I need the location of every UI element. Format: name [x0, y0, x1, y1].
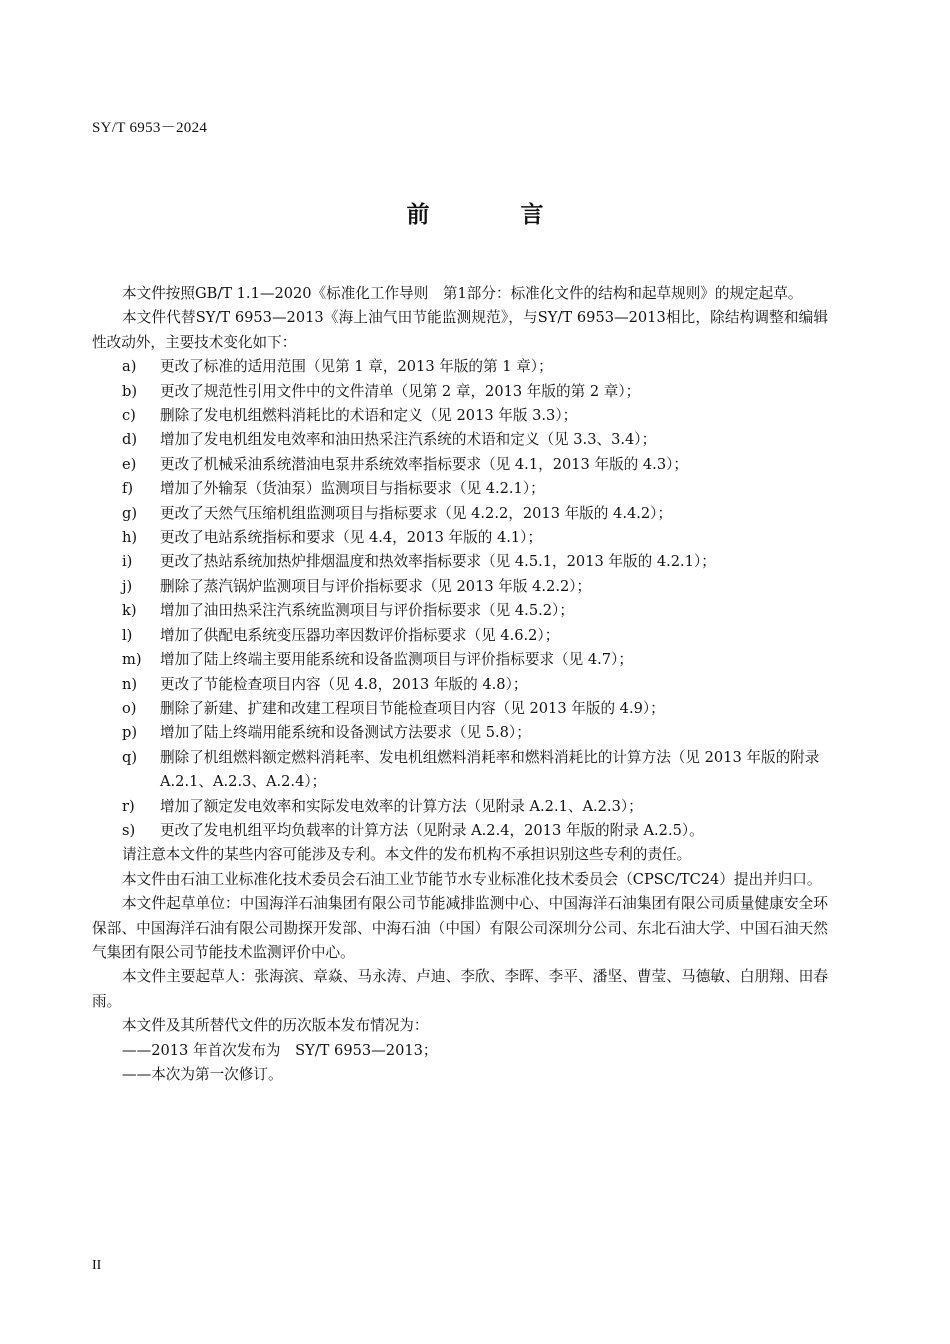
item-marker: b)	[122, 382, 138, 400]
title-text: 前 言	[406, 202, 578, 228]
foreword-body	[92, 282, 828, 1087]
item-marker: n)	[122, 675, 138, 693]
list-item	[92, 380, 828, 404]
drafters-paragraph: 本文件主要起草人：张海滨、章焱、马永涛、卢迪、李欣、李晖、李平、潘坚、曹莹、马德敏、白朋翔、田春雨。	[92, 968, 828, 1010]
item-text: 更改了天然气压缩机组监测项目与指标要求（见 4.2.2，2013 年版的 4.4.2）；	[160, 504, 673, 522]
item-text: 更改了标准的适用范围（见第 1 章，2013 年版的第 1 章）；	[160, 358, 553, 376]
intro-paragraph: 本文件按照GB/T 1.1—2020《标准化工作导则 第1部分：标准化文件的结构和起草规则》的规定起草。	[122, 285, 803, 302]
item-text: 更改了规范性引用文件中的文件清单（见第 2 章，2013 年版的第 2 章）；	[160, 382, 641, 400]
item-text: 增加了油田热采注汽系统监测项目与评价指标要求（见 4.5.2）；	[160, 602, 574, 620]
item-marker: g)	[122, 504, 138, 522]
list-item	[92, 477, 828, 501]
item-text: 更改了热站系统加热炉排烟温度和热效率指标要求（见 4.5.1，2013 年版的 4.2.1）；	[160, 553, 716, 571]
item-marker: s)	[122, 821, 136, 839]
list-item	[92, 355, 828, 379]
list-item	[92, 721, 828, 745]
document-code: SY/T 6953－2024	[92, 120, 208, 136]
list-item	[92, 819, 828, 843]
item-text: 增加了额定发电效率和实际发电效率的计算方法（见附录 A.2.1、A.2.3）；	[160, 797, 643, 815]
item-text: 更改了发电机组平均负载率的计算方法（见附录 A.2.4，2013 年版的附录 A.2.5）。	[160, 821, 704, 839]
item-text: 删除了蒸汽锅炉监测项目与评价指标要求（见 2013 年版 4.2.2）；	[160, 577, 592, 595]
item-marker: d)	[122, 431, 138, 449]
item-text: 更改了机械采油系统潜油电泵井系统效率指标要求（见 4.1，2013 年版的 4.3）；	[160, 455, 688, 473]
item-marker: e)	[122, 455, 137, 473]
patent-notice: 请注意本文件的某些内容可能涉及专利。本文件的发布机构不承担识别这些专利的责任。	[122, 846, 692, 864]
list-item	[92, 575, 828, 599]
item-text: 增加了发电机组发电效率和油田热采注汽系统的术语和定义（见 3.3、3.4）；	[160, 431, 657, 449]
list-item	[92, 428, 828, 452]
list-item	[92, 526, 828, 550]
item-text: 增加了外输泵（货油泵）监测项目与指标要求（见 4.2.1）；	[160, 480, 545, 498]
changes-list	[92, 355, 828, 843]
list-item	[92, 404, 828, 428]
item-marker: i)	[122, 553, 133, 571]
list-item	[92, 795, 828, 819]
proposer-paragraph: 本文件由石油工业标准化技术委员会石油工业节能节水专业标准化技术委员会（CPSC/TC24）提出并归口。	[122, 870, 822, 888]
list-item	[92, 550, 828, 574]
item-marker: p)	[122, 724, 138, 742]
history-intro: 本文件及其所替代文件的历次版本发布情况为：	[122, 1017, 429, 1035]
list-item	[92, 453, 828, 477]
item-marker: l)	[122, 626, 133, 644]
item-marker: a)	[122, 358, 137, 376]
item-marker: j)	[122, 577, 133, 595]
item-text: 增加了供配电系统变压器功率因数评价指标要求（见 4.6.2）；	[160, 626, 560, 644]
item-marker: r)	[122, 797, 135, 815]
page-number: II	[92, 1258, 102, 1273]
history-item: ——本次为第一次修订。	[122, 1066, 283, 1083]
item-marker: o)	[122, 699, 137, 717]
list-item	[92, 502, 828, 526]
item-text: 增加了陆上终端用能系统和设备测试方法要求（见 5.8）；	[160, 724, 531, 742]
item-marker: h)	[122, 529, 138, 547]
item-marker: f)	[122, 480, 134, 498]
list-item	[92, 697, 828, 721]
page-title	[0, 196, 950, 229]
item-text: 更改了电站系统指标和要求（见 4.4，2013 年版的 4.1）；	[160, 529, 543, 547]
list-item	[92, 673, 828, 697]
replacement-paragraph: 本文件代替SY/T 6953—2013《海上油气田节能监测规范》，与SY/T 6953—2013相比，除结构调整和编辑性改动外，主要技术变化如下：	[92, 309, 828, 351]
item-text: 删除了新建、扩建和改建工程项目节能检查项目内容（见 2013 年版的 4.9）；	[160, 699, 665, 717]
list-item	[92, 746, 828, 795]
item-marker: q)	[122, 748, 138, 766]
item-marker: k)	[122, 602, 137, 620]
history-item: ——2013 年首次发布为 SY/T 6953—2013；	[122, 1041, 438, 1059]
list-item	[92, 648, 828, 672]
item-text: 删除了发电机组燃料消耗比的术语和定义（见 2013 年版 3.3）；	[160, 407, 578, 425]
item-marker: m)	[122, 651, 142, 669]
list-item	[92, 599, 828, 623]
item-text: 更改了节能检查项目内容（见 4.8，2013 年版的 4.8）；	[160, 675, 528, 693]
item-text: 增加了陆上终端主要用能系统和设备监测项目与评价指标要求（见 4.7）；	[160, 651, 633, 669]
item-text: 删除了机组燃料额定燃料消耗率、发电机组燃料消耗率和燃料消耗比的计算方法（见 2013 年版的附录 A.2.1、A.2.3、A.2.4）；	[160, 748, 820, 791]
list-item	[92, 624, 828, 648]
drafting-units-paragraph: 本文件起草单位：中国海洋石油集团有限公司节能减排监测中心、中国海洋石油集团有限公司质量健康安全环保部、中国海洋石油有限公司勘探开发部、中海石油（中国）有限公司深圳分公司、东北石油大学、中国石油天然气集团有限公司节能技术监测评价中心。	[92, 895, 828, 961]
item-marker: c)	[122, 407, 136, 425]
